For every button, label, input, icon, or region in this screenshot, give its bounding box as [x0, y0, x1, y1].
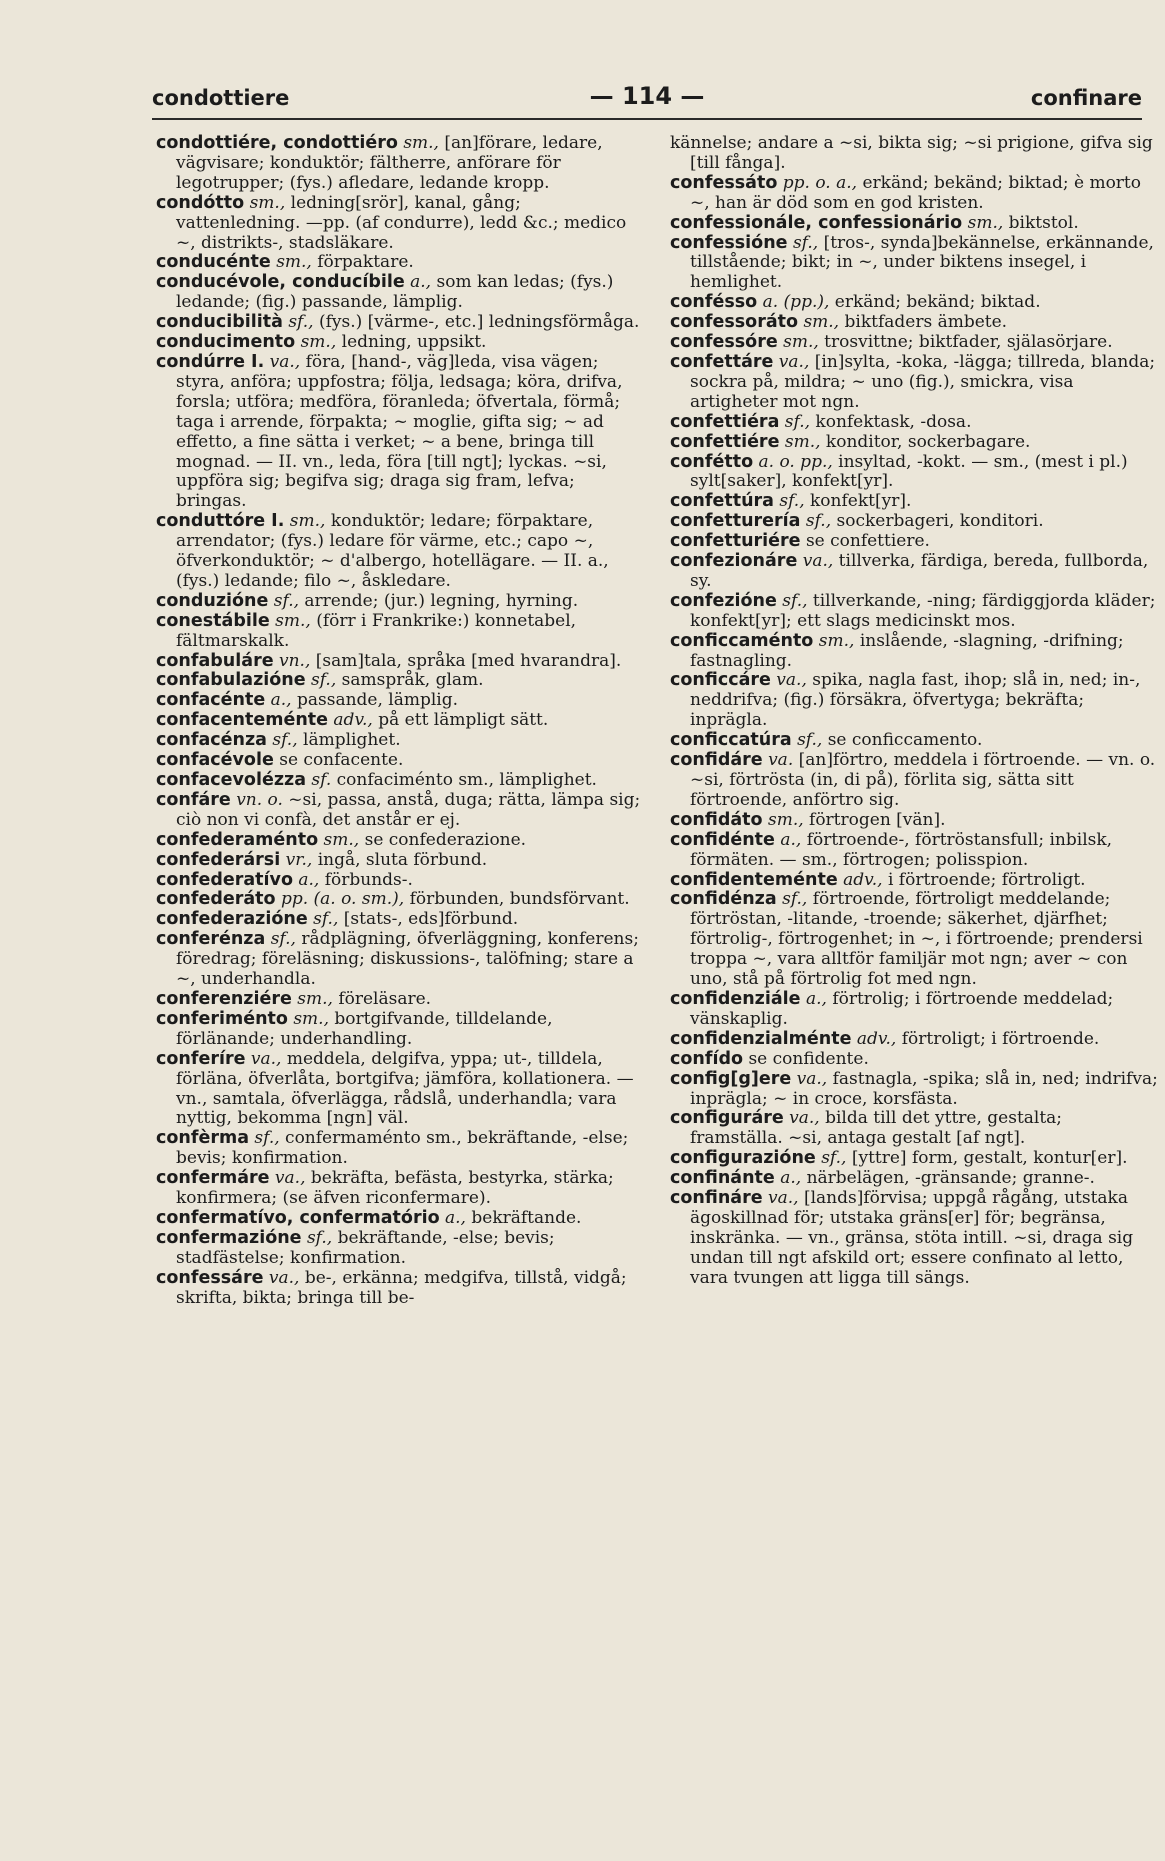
entry-grammar: sm.,	[293, 1008, 329, 1029]
dictionary-entry	[156, 1010, 644, 1050]
dictionary-entry	[670, 1149, 1158, 1169]
entry-headword: confáre	[156, 789, 231, 810]
entry-headword: condottiére, condottiéro	[156, 133, 398, 153]
dictionary-entry	[156, 990, 644, 1010]
header-rule	[152, 118, 1142, 120]
entry-definition: (förr i Frankrike:) konnetabel, fältmarskalk.	[176, 610, 577, 651]
dictionary-entry	[670, 174, 1158, 214]
dictionary-entry	[670, 512, 1158, 532]
entry-definition: konditor, sockerbagare.	[825, 431, 1031, 452]
entry-grammar: sf.,	[273, 590, 299, 611]
entry-headword: confésso	[670, 292, 758, 313]
entry-grammar: sm.,	[818, 630, 855, 651]
entry-definition: förpaktare.	[317, 252, 414, 273]
left-column	[156, 134, 644, 1308]
entry-headword: confezionáre	[670, 551, 798, 572]
entry-grammar: sm.,	[297, 988, 333, 1009]
entry-grammar: a.,	[780, 829, 802, 850]
dictionary-entry	[670, 353, 1158, 413]
entry-grammar: sf.,	[313, 909, 339, 930]
entry-grammar: sm.,	[300, 332, 337, 353]
entry-definition: insyltad, -kokt. — sm., (mest i pl.) sylt[saker], konfekt[yr].	[690, 451, 1128, 492]
entry-grammar: va.,	[250, 1048, 282, 1069]
entry-definition: förbunden, bundsförvant.	[409, 889, 630, 910]
dictionary-entry	[670, 1030, 1158, 1050]
entry-grammar: a.,	[805, 988, 827, 1009]
entry-grammar: sf.,	[306, 1227, 333, 1248]
entry-headword: configurazióne	[670, 1148, 816, 1169]
entry-headword: confidénza	[670, 889, 777, 910]
entry-grammar: pp. o. a.,	[782, 172, 858, 193]
dictionary-entry	[670, 990, 1158, 1030]
entry-definition: trosvittne; biktfader, själasörjare.	[824, 332, 1113, 353]
entry-headword: confettúra	[670, 491, 774, 512]
entry-grammar: a.,	[445, 1207, 466, 1228]
entry-headword: conficcáre	[670, 670, 771, 691]
dictionary-entry	[670, 453, 1158, 493]
entry-definition: förtrogen [vän].	[809, 809, 946, 830]
dictionary-entry	[670, 592, 1158, 632]
entry-headword: confederáto	[156, 889, 276, 910]
entry-definition: konfektask, -dosa.	[815, 411, 972, 432]
dictionary-entry	[670, 871, 1158, 891]
entry-headword: confettiéra	[670, 411, 780, 432]
entry-grammar: sf.,	[784, 411, 810, 432]
page-header	[152, 80, 1142, 114]
entry-headword: confidenziále	[670, 988, 801, 1009]
entry-headword: confermáre	[156, 1168, 270, 1189]
dictionary-entry	[156, 691, 644, 711]
entry-definition: förbunds-.	[324, 869, 413, 890]
entry-definition: [sam]tala, språka [med hvarandra].	[315, 650, 622, 671]
entry-grammar: sf.,	[821, 1148, 847, 1169]
entry-headword: confidenteménte	[670, 869, 838, 890]
entry-definition: arrende; (jur.) legning, hyrning.	[304, 590, 579, 611]
entry-definition: erkänd; bekänd; biktad.	[834, 292, 1041, 313]
dictionary-entry	[156, 771, 644, 791]
entry-headword: confacénte	[156, 690, 266, 711]
entry-definition: bekräftande.	[471, 1207, 582, 1228]
entry-headword: conduttóre I.	[156, 511, 285, 532]
entry-definition: bekräfta, befästa, bestyrka, stärka; konfirmera; (se äfven riconfermare).	[176, 1168, 614, 1209]
entry-grammar: pp. (a. o. sm.),	[280, 889, 405, 910]
entry-headword: confidenzialménte	[670, 1028, 852, 1049]
dictionary-entry	[670, 671, 1158, 731]
dictionary-entry	[156, 1050, 644, 1130]
dictionary-entry	[670, 831, 1158, 871]
entry-definition: som kan ledas; (fys.) ledande; (fig.) passande, lämplig.	[176, 272, 614, 313]
entry-grammar: sf.,	[805, 511, 832, 532]
entry-grammar: sf.	[311, 770, 332, 790]
entry-definition: på ett lämpligt sätt.	[378, 710, 549, 731]
entry-definition: biktfaders ämbete.	[844, 312, 1008, 333]
entry-grammar: vn.,	[278, 650, 311, 671]
entry-headword: confacevolézza	[156, 770, 306, 790]
entry-grammar: va.,	[796, 1068, 828, 1089]
entry-grammar: sm.,	[783, 332, 819, 353]
entry-definition: konfekt[yr].	[810, 491, 912, 512]
entry-grammar: sm.,	[967, 212, 1004, 233]
entry-headword: confettáre	[670, 351, 774, 372]
dictionary-entry	[156, 592, 644, 612]
entry-headword: confacénza	[156, 730, 267, 751]
dictionary-entry	[156, 313, 644, 333]
dictionary-entry	[156, 1229, 644, 1269]
dictionary-entry	[670, 1189, 1158, 1289]
entry-grammar: sm.,	[323, 829, 360, 850]
entry-headword: confessionále, confessionário	[670, 212, 963, 233]
entry-definition: kännelse; andare a ~si, bikta sig; ~si prigione, gifva sig [till fånga].	[670, 133, 1153, 173]
entry-headword: confétto	[670, 451, 754, 472]
entry-definition: biktstol.	[1008, 212, 1079, 233]
dictionary-entry	[156, 731, 644, 751]
entry-headword: confessoráto	[670, 312, 799, 333]
dictionary-entry	[156, 134, 644, 194]
dictionary-entry	[670, 751, 1158, 811]
entry-definition: passande, lämplig.	[296, 690, 459, 711]
entry-grammar: va.,	[776, 670, 807, 691]
dictionary-entry	[670, 333, 1158, 353]
entry-grammar: adv.,	[843, 869, 883, 890]
dictionary-entry	[156, 910, 644, 930]
entry-definition: närbelägen, -gränsande; granne-.	[806, 1168, 1095, 1189]
entry-definition: confermaménto sm., bekräftande, -else; bevis; konfirmation.	[176, 1128, 629, 1169]
entry-grammar: sm.,	[289, 511, 326, 532]
entry-grammar: vn. o.	[236, 789, 283, 810]
entry-headword: confinánte	[670, 1168, 775, 1189]
entry-definition: samspråk, glam.	[341, 670, 484, 691]
entry-definition: bekräftande, -else; bevis; stadfästelse; konfirmation.	[176, 1227, 555, 1268]
entry-definition: föra, [hand-, väg]leda, visa vägen; styra, anföra; uppfostra; följa, ledsaga; köra, drifva, forsla; utföra; medföra, föranleda; öfvertala, förmå; taga i arrende, förpakta; ~ moglie, gifta sig; ~ ad effetto, a fine sätta i verket; ~ a bene, bringa till mognad. — II. vn., leda, föra [till ngt]; lyckas. ~si, uppföra sig; begifva sig; draga sig fram, lefva; bringas.	[176, 351, 623, 512]
entry-headword: configuráre	[670, 1108, 784, 1129]
dictionary-entry	[156, 751, 644, 771]
entry-headword: config[g]ere	[670, 1068, 792, 1089]
dictionary-entry	[670, 1169, 1158, 1189]
entry-headword: confettiére	[670, 431, 780, 452]
entry-headword: confederársi	[156, 849, 281, 870]
entry-headword: conducévole, conducíbile	[156, 272, 405, 293]
entry-headword: confidénte	[670, 829, 775, 850]
entry-grammar: sm.,	[403, 133, 439, 153]
entry-headword: confermatívo, confermatório	[156, 1207, 440, 1228]
entry-definition: förtroligt; i förtroende.	[901, 1028, 1100, 1049]
entry-definition: [an]förare, ledare, vägvisare; konduktör; fältherre, anförare för legotrupper; (fys.) afledare, ledande kropp.	[176, 133, 603, 193]
dictionary-entry	[156, 512, 644, 592]
entry-grammar: sm.,	[803, 312, 840, 333]
entry-grammar: va.	[768, 750, 794, 771]
dictionary-entry	[670, 552, 1158, 592]
entry-grammar: sf.,	[288, 312, 314, 333]
dictionary-entry	[670, 433, 1158, 453]
entry-headword: confessáto	[670, 172, 778, 193]
entry-grammar: a.,	[298, 869, 320, 890]
dictionary-entry	[156, 851, 644, 871]
dictionary-entry	[670, 731, 1158, 751]
entry-grammar: sf.,	[797, 730, 823, 751]
entry-grammar: a. o. pp.,	[758, 451, 833, 472]
entry-grammar: sf.,	[779, 491, 805, 512]
entry-definition: be-, erkänna; medgifva, tillstå, vidgå; skrifta, bikta; bringa till be-	[176, 1267, 627, 1308]
dictionary-entry	[156, 1169, 644, 1209]
entry-headword: conferénza	[156, 929, 266, 950]
entry-headword: confidáre	[670, 750, 763, 771]
dictionary-entry	[156, 194, 644, 254]
entry-definition: [in]sylta, -koka, -lägga; tillreda, blanda; sockra på, mildra; ~ uno (fig.), smickra, visa artigheter mot ngn.	[690, 351, 1156, 412]
entry-definition: förtroende-, förtröstansfull; inbilsk, förmäten. — sm., förtrogen; polisspion.	[690, 829, 1113, 870]
dictionary-entry	[670, 413, 1158, 433]
entry-definition: se confederazione.	[364, 829, 527, 850]
entry-headword: conducénte	[156, 252, 271, 273]
entry-grammar: va.,	[789, 1108, 820, 1129]
entry-grammar: va.,	[274, 1168, 306, 1189]
entry-headword: confacévole	[156, 750, 274, 771]
entry-headword: confessáre	[156, 1267, 264, 1288]
entry-grammar: sf.,	[272, 730, 298, 751]
right-column	[670, 134, 1158, 1289]
entry-grammar: sf.,	[782, 590, 808, 611]
entry-headword: confído	[670, 1048, 744, 1069]
entry-headword: conferenziére	[156, 988, 292, 1009]
entry-definition: tillverkande, -ning; färdiggjorda kläder; konfekt[yr]; ett slags medicinskt mos.	[690, 590, 1156, 631]
dictionary-entry	[670, 811, 1158, 831]
entry-grammar: va.,	[778, 351, 810, 372]
entry-headword: confèrma	[156, 1128, 250, 1149]
dictionary-entry	[670, 890, 1158, 990]
entry-grammar: va.,	[269, 351, 301, 372]
entry-grammar: sf.,	[792, 232, 819, 253]
entry-headword: conestábile	[156, 610, 270, 631]
entry-headword: confacenteménte	[156, 710, 329, 731]
entry-grammar: adv.,	[333, 710, 373, 731]
dictionary-entry	[156, 353, 644, 512]
dictionary-entry	[670, 1109, 1158, 1149]
dictionary-entry	[156, 791, 644, 831]
dictionary-entry	[156, 930, 644, 990]
entry-headword: confederaménto	[156, 829, 319, 850]
dictionary-entry	[156, 890, 644, 910]
entry-definition: förtroende, förtroligt meddelande; förtröstan, -litande, -troende; säkerhet, djärfhet; förtrolig-, förtrogenhet; in ~, i förtroende; prendersi troppa ~, vara alltför familjär mot ngn; aver ~ con uno, stå på förtrolig fot med ngn.	[690, 889, 1143, 990]
entry-headword: confederazióne	[156, 909, 308, 930]
entry-headword: condúrre I.	[156, 351, 265, 372]
entry-definition: [lands]förvisa; uppgå rågång, utstaka ägoskillnad för; utstaka gräns[er] för; begränsa, inskränka. — vn., gränsa, stöta intill. ~si, draga sig undan till ngt afskild ort; essere confinato al letto, vara tvungen att ligga till sängs.	[690, 1188, 1134, 1288]
entry-definition: föreläsare.	[338, 988, 432, 1009]
entry-definition: se confidente.	[748, 1048, 869, 1069]
entry-definition: [stats-, eds]förbund.	[343, 909, 519, 930]
dictionary-entry	[156, 652, 644, 672]
dictionary-entry	[670, 532, 1158, 552]
entry-headword: confináre	[670, 1188, 763, 1209]
entry-definition: ingå, sluta förbund.	[317, 849, 488, 870]
dictionary-entry	[156, 273, 644, 313]
entry-grammar: va.,	[268, 1267, 300, 1288]
entry-grammar: a. (pp.),	[762, 292, 830, 313]
entry-definition: se confacente.	[279, 750, 404, 771]
dictionary-entry	[670, 1070, 1158, 1110]
entry-definition: fastnagla, -spika; slå in, ned; indrifva; inprägla; ~ in croce, korsfästa.	[690, 1068, 1158, 1109]
dictionary-entry	[670, 234, 1158, 294]
entry-headword: confabuláre	[156, 650, 274, 671]
entry-headword: confermazióne	[156, 1227, 302, 1248]
entry-definition: [tros-, synda]bekännelse, erkännande, tillstående; bikt; in ~, under biktens insegel, i hemlighet.	[690, 232, 1154, 293]
entry-definition: i förtroende; förtroligt.	[887, 869, 1086, 890]
entry-headword: conficcaménto	[670, 630, 814, 651]
dictionary-entry	[670, 632, 1158, 672]
entry-definition: confaciménto sm., lämplighet.	[336, 770, 597, 790]
entry-grammar: a.,	[410, 272, 432, 293]
entry-grammar: sm.,	[767, 809, 804, 830]
entry-grammar: sf.,	[270, 929, 296, 950]
entry-headword: confidáto	[670, 809, 763, 830]
entry-definition: ledning, uppsikt.	[341, 332, 487, 353]
dictionary-entry	[156, 253, 644, 273]
entry-definition: förtrolig; i förtroende meddelad; vänskaplig.	[690, 988, 1114, 1029]
entry-headword: conduzióne	[156, 590, 269, 611]
entry-headword: confetturiére	[670, 531, 801, 552]
entry-definition: se conficcamento.	[827, 730, 983, 751]
entry-definition: ledning[srör], kanal, gång; vattenledning. —pp. (af condurre), ledd &c.; medico ~, distrikts-, stadsläkare.	[176, 192, 627, 253]
entry-definition: se confettiere.	[805, 531, 930, 552]
dictionary-entry	[156, 1209, 644, 1229]
dictionary-entry	[670, 134, 1158, 174]
dictionary-entry	[670, 1050, 1158, 1070]
entry-headword: conferíre	[156, 1048, 246, 1069]
dictionary-entry	[156, 612, 644, 652]
entry-headword: conficcatúra	[670, 730, 792, 751]
dictionary-entry	[156, 1269, 644, 1309]
dictionary-entry	[670, 214, 1158, 234]
entry-grammar: sm.,	[784, 431, 821, 452]
entry-grammar: a.,	[270, 690, 292, 711]
entry-headword: conducibilità	[156, 312, 283, 333]
entry-headword: confessióne	[670, 232, 788, 253]
dictionary-entry	[670, 293, 1158, 313]
entry-grammar: sf.,	[311, 670, 337, 691]
entry-grammar: a.,	[780, 1168, 802, 1189]
entry-grammar: sm.,	[275, 610, 311, 631]
entry-definition: rådplägning, öfverläggning, konferens; föredrag; föreläsning; diskussions-, talöfning; stare a ~, underhandla.	[176, 929, 639, 990]
entry-definition: ~si, passa, anstå, duga; rätta, lämpa sig; ciò non vi confà, det anstår er ej.	[176, 789, 641, 830]
entry-headword: conducimento	[156, 332, 296, 353]
entry-grammar: vr.,	[285, 849, 313, 870]
entry-definition: inslående, -slagning, -drifning; fastnagling.	[690, 630, 1124, 671]
entry-definition: [yttre] form, gestalt, kontur[er].	[851, 1148, 1128, 1169]
entry-definition: meddela, delgifva, yppa; ut-, tilldela, förläna, öfverlåta, bortgifva; jämföra, kollationera. — vn., samtala, öfverlägga, rådslå, underhandla; vara nyttig, bekomma [ngn] väl.	[176, 1048, 634, 1129]
entry-grammar: va.,	[802, 551, 834, 572]
entry-grammar: sm.,	[249, 192, 286, 213]
dictionary-entry	[156, 711, 644, 731]
entry-headword: confezióne	[670, 590, 777, 611]
entry-definition: [an]förtro, meddela i förtroende. — vn. o. ~si, förtrösta (in, di på), förlita sig, sätta sitt förtroende, anförtro sig.	[690, 750, 1156, 810]
entry-grammar: va.,	[768, 1188, 799, 1209]
entry-headword: condótto	[156, 192, 245, 213]
entry-definition: lämplighet.	[303, 730, 401, 751]
entry-definition: konduktör; ledare; förpaktare, arrendator; (fys.) ledare för värme, etc.; capo ~, öfverkonduktör; ~ d'albergo, hotellägare. — II. a., (fys.) ledande; filo ~, åskledare.	[176, 511, 609, 591]
entry-grammar: adv.,	[856, 1028, 897, 1049]
entry-headword: confessóre	[670, 332, 778, 353]
entry-headword: confabulazióne	[156, 670, 306, 691]
entry-grammar: sf.,	[782, 889, 808, 910]
dictionary-entry	[156, 1129, 644, 1169]
entry-grammar: sm.,	[276, 252, 312, 273]
entry-definition: spika, nagla fast, ihop; slå in, ned; in-, neddrifva; (fig.) försäkra, öfvertyga; bekräfta; inprägla.	[690, 670, 1141, 731]
entry-headword: conferiménto	[156, 1008, 288, 1029]
dictionary-entry	[156, 831, 644, 851]
dictionary-entry	[156, 333, 644, 353]
entry-definition: (fys.) [värme-, etc.] ledningsförmåga.	[318, 312, 640, 333]
dictionary-entry	[670, 313, 1158, 333]
right-guide-word: confinare	[1030, 86, 1142, 110]
dictionary-entry	[670, 492, 1158, 512]
dictionary-entry	[156, 871, 644, 891]
entry-headword: confetturería	[670, 511, 801, 532]
entry-definition: tillverka, färdiga, bereda, fullborda, sy.	[690, 551, 1149, 591]
entry-definition: bortgifvande, tilldelande, förlänande; underhandling.	[176, 1008, 553, 1049]
entry-definition: sockerbageri, konditori.	[836, 511, 1044, 532]
entry-definition: bilda till det yttre, gestalta; framställa. ~si, antaga gestalt [af ngt].	[690, 1108, 1063, 1149]
page-number: — 114 —	[589, 82, 705, 110]
entry-definition: erkänd; bekänd; biktad; è morto ~, han är död som en god kristen.	[690, 172, 1141, 213]
entry-headword: confederatívo	[156, 869, 293, 890]
entry-grammar: sf.,	[254, 1128, 280, 1149]
left-guide-word: condottiere	[152, 86, 290, 110]
dictionary-entry	[156, 671, 644, 691]
